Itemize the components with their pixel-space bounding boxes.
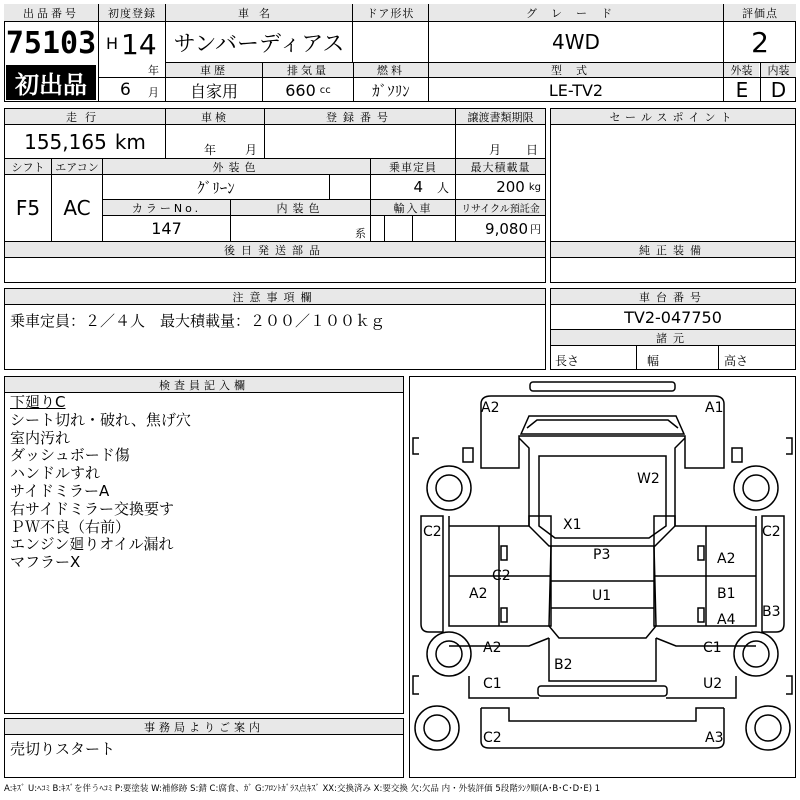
score-label: 評価点 [724, 4, 796, 21]
first-listing-badge: 初出品 [6, 65, 96, 100]
inspector-line: 下廻りC [10, 393, 66, 411]
mileage-label: 走行 [5, 109, 165, 124]
mileage-number: 155,165 [24, 129, 107, 154]
fuel-label: 燃料 [354, 63, 428, 77]
door-label: ドア形状 [353, 4, 428, 21]
inspector-line: エンジン廻りオイル漏れ [10, 535, 174, 554]
inspection-year-unit: 年 [204, 143, 217, 157]
inspector-line: ダッシュボード傷 [10, 446, 130, 465]
length-label: 長さ [555, 354, 580, 368]
damage-label: U2 [703, 676, 723, 692]
office-label: 事務局よりご案内 [5, 719, 403, 734]
max-load-unit: kg [528, 181, 541, 193]
damage-label: C1 [483, 676, 502, 692]
max-load-value [456, 175, 545, 199]
damage-label: X1 [563, 517, 582, 533]
history-label: 車歴 [166, 63, 262, 77]
capacity-number: 4 [413, 178, 423, 196]
exterior-grade-value: E [735, 78, 749, 102]
inspector-line: サイドミラーA [10, 481, 110, 500]
first-reg-era: H [106, 34, 119, 53]
color-no-label: カラーNo. [103, 200, 230, 215]
inspector-lines [10, 394, 191, 572]
damage-label: C2 [483, 730, 502, 746]
reg-number-label: 登録番号 [265, 109, 455, 124]
damage-label: C2 [423, 524, 442, 540]
transfer-label: 譲渡書類期限 [456, 109, 545, 124]
first-reg-month-unit: 月 [148, 86, 159, 99]
inspector-line: ＰＷ不良（右前） [10, 517, 131, 536]
damage-label: C2 [762, 524, 781, 540]
car-diagram [409, 376, 796, 778]
displacement-label: 排気量 [263, 63, 353, 77]
width-label: 幅 [647, 354, 660, 368]
car-name: サンバーディアス [173, 31, 345, 57]
model-label: 型式 [429, 63, 723, 77]
height-label: 高さ [724, 354, 749, 368]
damage-label: C2 [492, 568, 511, 584]
interior-grade-value: D [770, 78, 787, 102]
mileage-unit: km [114, 129, 146, 154]
recycle-number: 9,080 [485, 219, 528, 238]
int-color-suffix: 系 [355, 227, 366, 240]
ac-value: AC [63, 196, 91, 220]
recycle-unit: 円 [530, 222, 541, 236]
chassis-value: TV2-047750 [624, 307, 722, 327]
inspection-month-unit: 月 [245, 143, 258, 157]
model-value: LE-TV2 [548, 80, 604, 100]
legend-text: A:ｷｽﾞ U:ﾍｺﾐ B:ｷｽﾞを伴うﾍｺﾐ P:要塗装 W:補修跡 S:錆 C:腐食、ｶﾞ G:ﾌﾛﾝﾄｶﾞﾗｽ点ｷｽﾞ XX:交換済み X:要交換 欠:欠品 内・外装評価 5段階ﾗﾝｸ順(A･B･C･D･E) 1 [4, 784, 601, 794]
ext-color-value: ｸﾞﾘｰﾝ [197, 178, 235, 197]
damage-label: A2 [481, 400, 500, 416]
first-reg-label: 初度登録 [99, 4, 165, 21]
import-label: 輸入車 [371, 200, 455, 215]
damage-label: C1 [703, 640, 722, 656]
capacity-value [371, 175, 455, 199]
damage-label: B1 [717, 586, 736, 602]
int-color-label: 内装色 [231, 200, 370, 215]
inspection-label: 車検 [166, 109, 264, 124]
mileage-value [5, 125, 165, 158]
sales-points-label: セールスポイント [551, 109, 795, 124]
dims-label: 諸元 [551, 330, 795, 345]
inspector-line: 室内汚れ [10, 428, 71, 447]
damage-label: A1 [705, 400, 724, 416]
recycle-label: リサイクル預託金 [456, 200, 545, 215]
fuel-value: ｶﾞｿﾘﾝ [372, 81, 410, 100]
first-reg-month: 6 [120, 80, 131, 100]
displacement-number: 660 [285, 80, 316, 100]
history-value: 自家用 [189, 81, 238, 101]
damage-label: B3 [762, 604, 781, 620]
exterior-grade-label: 外装 [724, 63, 759, 77]
inspector-line: シート切れ・破れ、焦げ穴 [10, 410, 191, 429]
displacement-unit: cc [319, 84, 331, 96]
max-load-number: 200 [496, 178, 525, 196]
car-name-label: 車名 [166, 4, 352, 21]
max-load-label: 最大積載量 [456, 159, 545, 174]
door-value [353, 22, 428, 62]
later-parts-label: 後日発送部品 [5, 242, 545, 257]
first-reg-year: 14 [121, 28, 157, 61]
damage-label: P3 [593, 547, 611, 563]
damage-label: W2 [637, 471, 660, 487]
genuine-equipment-label: 純正装備 [551, 242, 795, 257]
capacity-label: 乗車定員 [371, 159, 455, 174]
damage-label: A2 [483, 640, 502, 656]
capacity-unit: 人 [436, 180, 449, 195]
recycle-value [456, 216, 545, 241]
score-value: 2 [751, 25, 769, 59]
ac-label: エアコン [52, 159, 102, 174]
notes-text: 乗車定員：２／４人 最大積載量：２００／１００ｋｇ [10, 312, 386, 330]
damage-label: U1 [592, 588, 612, 604]
damage-label: A4 [717, 612, 736, 628]
inspector-label: 検査員記入欄 [5, 377, 403, 392]
grade-value: 4WD [552, 30, 600, 54]
lot-number: 75103 [5, 25, 97, 61]
grade-label: グレード [429, 4, 723, 21]
inspector-line: ハンドルすれ [10, 464, 101, 483]
shift-label: シフト [5, 159, 51, 174]
inspector-line: 右サイドミラー交換要す [10, 499, 174, 518]
damage-label: A3 [705, 730, 724, 746]
displacement-value [263, 78, 353, 102]
ext-color-label: 外装色 [103, 159, 370, 174]
chassis-label: 車台番号 [551, 289, 795, 304]
office-text: 売切りスタート [10, 740, 116, 758]
transfer-day-unit: 日 [526, 143, 539, 157]
damage-label: A2 [469, 586, 488, 602]
notes-label: 注意事項欄 [5, 289, 545, 304]
damage-label: B2 [554, 657, 573, 673]
lot-number-label: 出品番号 [4, 4, 98, 21]
shift-value: F5 [15, 196, 41, 220]
damage-label: A2 [717, 551, 736, 567]
transfer-month-unit: 月 [489, 143, 502, 157]
first-reg-year-unit: 年 [148, 64, 159, 77]
interior-grade-label: 内装 [761, 63, 796, 77]
inspector-line: マフラーX [10, 553, 81, 572]
color-no-value: 147 [151, 219, 182, 238]
